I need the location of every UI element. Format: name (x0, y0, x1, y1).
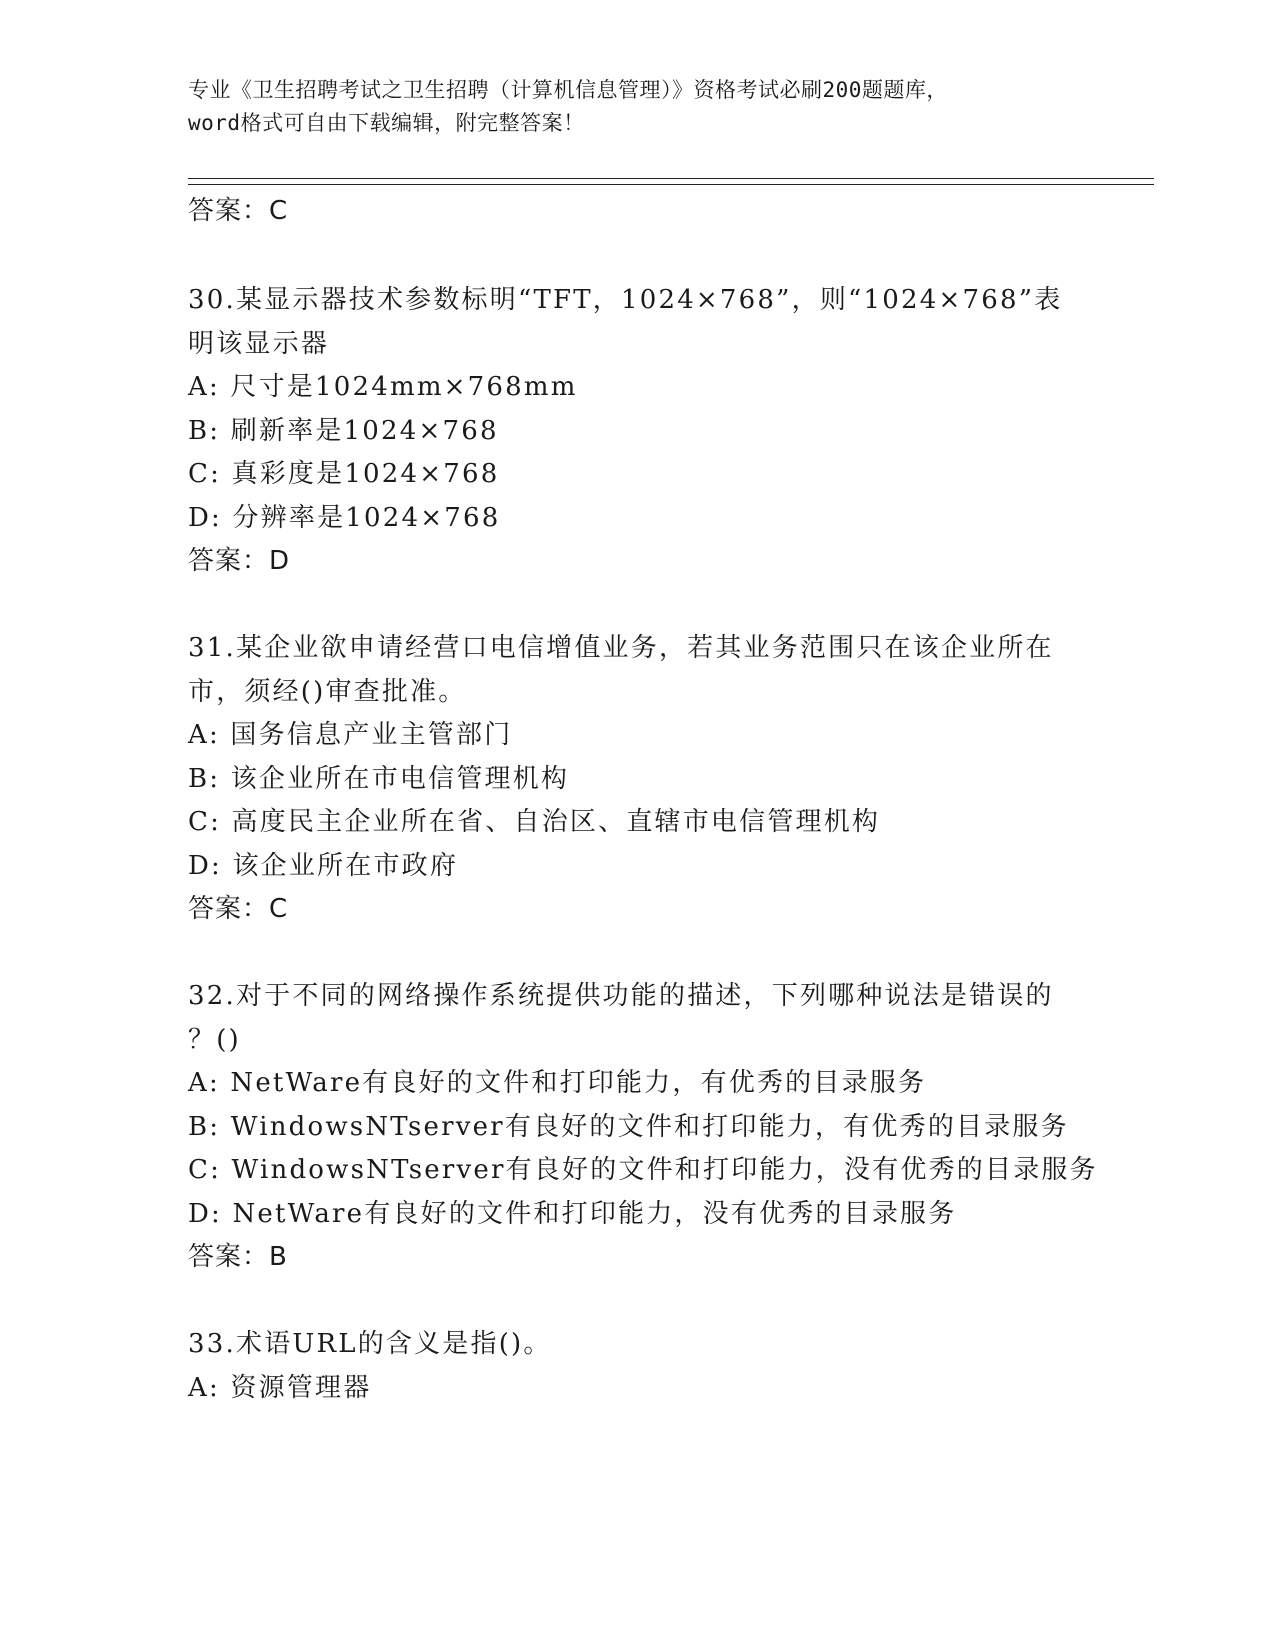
question-stem-continued: ？() (188, 1025, 241, 1055)
option-c: C: 真彩度是1024×768 (188, 459, 500, 489)
question-stem: 30.某显示器技术参数标明“TFT，1024×768”，则“1024×768”表 (188, 285, 1063, 315)
option-b: B: WindowsNTserver有良好的文件和打印能力，有优秀的目录服务 (188, 1112, 1069, 1142)
document-header (188, 74, 1088, 140)
header-double-rule (188, 178, 1154, 185)
answer: 答案：C (188, 894, 289, 924)
option-d: D: 分辨率是1024×768 (188, 503, 501, 533)
answer: 答案：B (188, 1242, 288, 1272)
question-stem-continued: 明该显示器 (188, 329, 330, 359)
question-stem: 33.术语URL的含义是指()。 (188, 1329, 552, 1359)
option-b: B: 该企业所在市电信管理机构 (188, 764, 570, 794)
option-c: C: WindowsNTserver有良好的文件和打印能力，没有优秀的目录服务 (188, 1155, 1098, 1185)
option-b: B: 刷新率是1024×768 (188, 416, 499, 446)
header-title-line-1: 专业《卫生招聘考试之卫生招聘（计算机信息管理）》资格考试必刷200题题库， (188, 78, 948, 102)
question-stem-continued: 市，须经()审查批准。 (188, 677, 467, 707)
option-d: D: NetWare有良好的文件和打印能力，没有优秀的目录服务 (188, 1199, 957, 1229)
question-stem: 32.对于不同的网络操作系统提供功能的描述，下列哪种说法是错误的 (188, 981, 1054, 1011)
option-a: A: 国务信息产业主管部门 (188, 720, 513, 750)
option-d: D: 该企业所在市政府 (188, 851, 459, 881)
option-a: A: 资源管理器 (188, 1373, 372, 1403)
option-c: C: 高度民主企业所在省、自治区、直辖市电信管理机构 (188, 807, 881, 837)
answer-previous: 答案：C (188, 196, 289, 226)
question-stem: 31.某企业欲申请经营口电信增值业务，若其业务范围只在该企业所在 (188, 633, 1054, 663)
option-a: A: 尺寸是1024mm×768mm (188, 372, 578, 402)
header-title-line-2: word格式可自由下载编辑，附完整答案！ (188, 111, 585, 135)
option-a: A: NetWare有良好的文件和打印能力，有优秀的目录服务 (188, 1068, 927, 1098)
answer: 答案：D (188, 546, 291, 576)
